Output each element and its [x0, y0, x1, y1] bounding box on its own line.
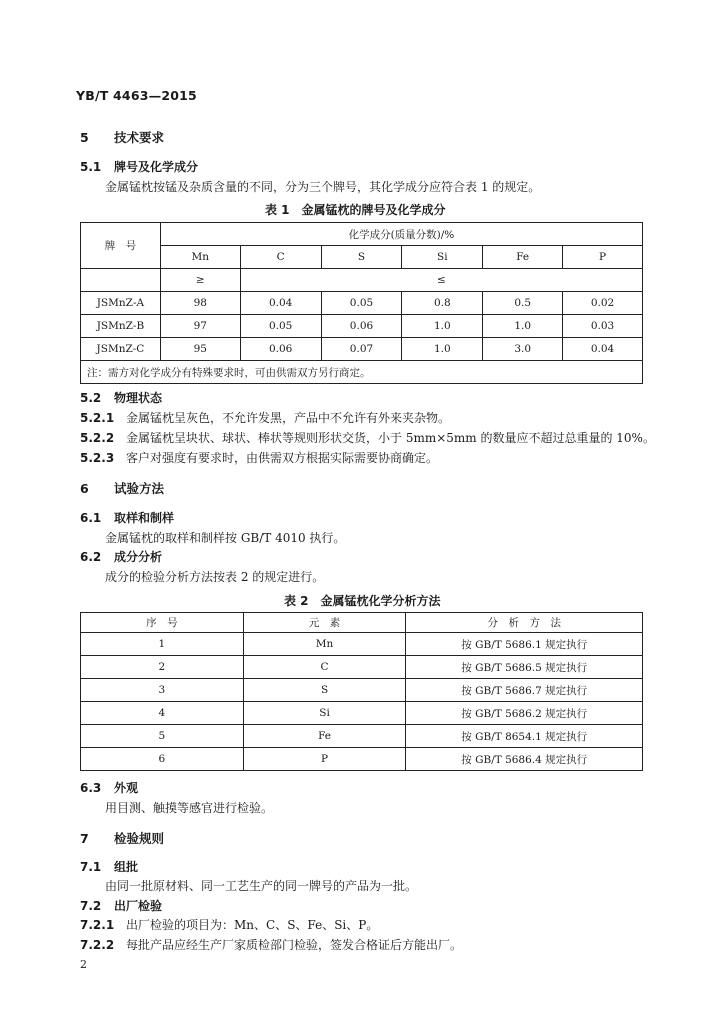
table-row: [81, 725, 643, 748]
value-cell: 97: [160, 315, 240, 338]
value-cell: 0.06: [321, 315, 402, 338]
section-number: 6.2: [80, 550, 102, 564]
method-cell: 按 GB/T 5686.5 规定执行: [406, 656, 643, 679]
element-cell: S: [243, 679, 406, 702]
table-row: [81, 702, 643, 725]
clause-7-2-2: [80, 936, 462, 953]
clause-number: 5.2.3: [80, 451, 115, 465]
clause-5-2-1: [80, 409, 450, 426]
section-title: 物理状态: [114, 391, 163, 405]
brand-cell: JSMnZ-B: [81, 315, 161, 338]
element-header: Fe: [483, 246, 563, 269]
section-5-heading: [80, 128, 164, 146]
section-number: 5.1: [80, 160, 102, 174]
clause-7-2-1: [80, 916, 378, 933]
table-1-caption: 表 1 金属锰枕的牌号及化学成分: [265, 203, 446, 217]
composition-header: 化学成分(质量分数)/%: [160, 223, 642, 246]
element-cell: C: [243, 656, 406, 679]
table-1: [80, 222, 643, 384]
seq-cell: 5: [81, 725, 244, 748]
brand-header: 牌 号: [81, 223, 161, 269]
value-cell: 0.03: [563, 315, 643, 338]
brand-cell: JSMnZ-C: [81, 338, 161, 361]
table-row: [81, 679, 643, 702]
section-number: 5: [80, 130, 89, 145]
section-6-2-heading: [80, 548, 162, 565]
seq-cell: 2: [81, 656, 244, 679]
value-cell: 1.0: [483, 315, 563, 338]
table-note: 注：需方对化学成分有特殊要求时，可由供需双方另行商定。: [81, 361, 643, 384]
section-number: 7.1: [80, 860, 102, 874]
value-cell: 0.02: [563, 292, 643, 315]
value-cell: 0.04: [563, 338, 643, 361]
section-6-2-text: 成分的检验分析方法按表 2 的规定进行。: [105, 570, 325, 584]
standard-number: YB/T 4463—2015: [76, 88, 197, 103]
table-row: [81, 223, 643, 246]
section-7-1-heading: [80, 858, 138, 875]
element-cell: Si: [243, 702, 406, 725]
section-number: 7: [80, 831, 89, 846]
section-6-1-text: 金属锰枕的取样和制样按 GB/T 4010 执行。: [105, 531, 346, 545]
value-cell: 0.05: [321, 292, 402, 315]
page-number: 2: [80, 958, 87, 971]
clause-number: 5.2.1: [80, 411, 115, 425]
element-header: Si: [402, 246, 483, 269]
element-cell: P: [243, 748, 406, 771]
seq-cell: 4: [81, 702, 244, 725]
section-number: 6: [80, 481, 89, 496]
value-cell: 0.06: [240, 338, 321, 361]
section-6-heading: [80, 479, 164, 497]
element-header: P: [563, 246, 643, 269]
value-cell: 0.05: [240, 315, 321, 338]
clause-5-2-3: [80, 449, 438, 466]
method-cell: 按 GB/T 5686.4 规定执行: [406, 748, 643, 771]
value-cell: 0.8: [402, 292, 483, 315]
value-cell: 98: [160, 292, 240, 315]
element-header: Mn: [160, 246, 240, 269]
element-header: S: [321, 246, 402, 269]
ge-symbol: ≥: [160, 269, 240, 292]
element-cell: Fe: [243, 725, 406, 748]
section-title: 出厂检验: [114, 899, 163, 913]
seq-cell: 3: [81, 679, 244, 702]
section-title: 取样和制样: [114, 511, 175, 525]
method-cell: 按 GB/T 5686.1 规定执行: [406, 633, 643, 656]
method-cell: 按 GB/T 5686.2 规定执行: [406, 702, 643, 725]
table-row: [81, 269, 643, 292]
method-cell: 按 GB/T 5686.7 规定执行: [406, 679, 643, 702]
section-title: 牌号及化学成分: [114, 160, 199, 174]
section-number: 6.3: [80, 781, 102, 795]
value-cell: 95: [160, 338, 240, 361]
table-row: [81, 315, 643, 338]
table-row: [81, 633, 643, 656]
element-cell: Mn: [243, 633, 406, 656]
section-7-1-text: 由同一批原材料、同一工艺生产的同一牌号的产品为一批。: [105, 879, 418, 893]
section-title: 组批: [114, 860, 139, 874]
clause-number: 7.2.1: [80, 918, 115, 932]
clause-number: 5.2.2: [80, 431, 115, 445]
section-7-heading: [80, 829, 164, 847]
section-number: 6.1: [80, 511, 102, 525]
clause-text: 每批产品应经生产厂家质检部门检验，签发合格证后方能出厂。: [126, 938, 463, 952]
clause-text: 客户对强度有要求时，由供需双方根据实际需要协商确定。: [126, 451, 439, 465]
section-title: 检验规则: [114, 831, 165, 846]
le-symbol: ≤: [240, 269, 642, 292]
section-6-3-heading: [80, 779, 138, 796]
value-cell: 1.0: [402, 315, 483, 338]
section-number: 7.2: [80, 899, 102, 913]
section-5-1-heading: [80, 158, 198, 175]
column-header: 序 号: [81, 613, 244, 633]
column-header: 元 素: [243, 613, 406, 633]
column-header: 分 析 方 法: [406, 613, 643, 633]
table-row: [81, 656, 643, 679]
blank-cell: [81, 269, 161, 292]
value-cell: 3.0: [483, 338, 563, 361]
brand-cell: JSMnZ-A: [81, 292, 161, 315]
section-5-2-heading: [80, 389, 162, 406]
table-row: [81, 292, 643, 315]
section-7-2-heading: [80, 897, 162, 914]
clause-text: 金属锰枕呈灰色，不允许发黑，产品中不允许有外来夹杂物。: [126, 411, 451, 425]
table-row: [81, 246, 643, 269]
section-title: 成分分析: [114, 550, 163, 564]
section-title: 试验方法: [114, 481, 165, 496]
section-6-3-text: 用目测、触摸等感官进行检验。: [105, 801, 274, 815]
clause-number: 7.2.2: [80, 938, 115, 952]
value-cell: 1.0: [402, 338, 483, 361]
table-row: [81, 613, 643, 633]
section-number: 5.2: [80, 391, 102, 405]
section-5-1-text: 金属锰枕按锰及杂质含量的不同，分为三个牌号，其化学成分应符合表 1 的规定。: [105, 180, 541, 194]
section-title: 技术要求: [114, 130, 165, 145]
value-cell: 0.07: [321, 338, 402, 361]
table-row: [81, 361, 643, 384]
section-6-1-heading: [80, 509, 174, 526]
value-cell: 0.04: [240, 292, 321, 315]
table-2: [80, 612, 643, 771]
element-header: C: [240, 246, 321, 269]
table-2-caption: 表 2 金属锰枕化学分析方法: [284, 594, 441, 608]
seq-cell: 6: [81, 748, 244, 771]
seq-cell: 1: [81, 633, 244, 656]
table-row: [81, 748, 643, 771]
value-cell: 0.5: [483, 292, 563, 315]
clause-text: 出厂检验的项目为：Mn、C、S、Fe、Si、P。: [126, 918, 379, 932]
clause-text: 金属锰枕呈块状、球状、棒状等规则形状交货，小于 5mm×5mm 的数量应不超过总重量的 10%。: [126, 431, 655, 445]
table-row: [81, 338, 643, 361]
method-cell: 按 GB/T 8654.1 规定执行: [406, 725, 643, 748]
clause-5-2-2: [80, 429, 655, 446]
section-title: 外观: [114, 781, 139, 795]
